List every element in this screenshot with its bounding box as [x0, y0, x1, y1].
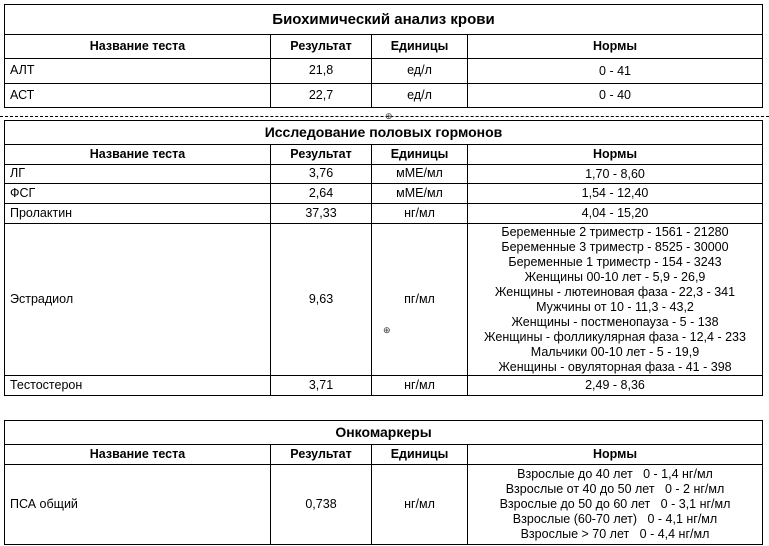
- test-norms: [468, 204, 763, 224]
- norm-line: 1,70 - 8,60: [585, 166, 645, 181]
- test-units: мМЕ/мл: [372, 184, 468, 204]
- test-units: ед/л: [372, 84, 468, 108]
- test-norms: [468, 184, 763, 204]
- test-name: ФСГ: [5, 184, 271, 204]
- table-row: [5, 376, 763, 396]
- table-row: [5, 84, 763, 108]
- column-header-norms: Нормы: [468, 35, 763, 59]
- test-result: 2,64: [271, 184, 372, 204]
- table-row: [5, 59, 763, 84]
- norm-line: Взрослые до 50 до 60 лет 0 - 3,1 нг/мл: [499, 497, 731, 511]
- test-units: ед/л: [372, 59, 468, 84]
- test-name: Тестостерон: [5, 376, 271, 396]
- test-result: 21,8: [271, 59, 372, 84]
- column-header-result: Результат: [271, 145, 372, 165]
- section-title: Онкомаркеры: [5, 421, 763, 445]
- table-row: [5, 204, 763, 224]
- crosshair-icon: ⊕: [383, 325, 391, 335]
- table-row: [5, 165, 763, 184]
- test-result: 3,76: [271, 165, 372, 184]
- norm-line: Женщины - фолликулярная фаза - 12,4 - 233: [484, 329, 746, 344]
- norm-line: Взрослые от 40 до 50 лет 0 - 2 нг/мл: [505, 482, 725, 496]
- column-header-norms: Нормы: [468, 445, 763, 465]
- column-header-units: Единицы: [372, 145, 468, 165]
- norm-line: Женщины - овуляторная фаза - 41 - 398: [498, 359, 732, 374]
- norm-line: 0 - 41: [599, 63, 631, 78]
- test-result: 0,738: [271, 465, 372, 545]
- norm-line: 1,54 - 12,40: [581, 186, 649, 200]
- column-header-units: Единицы: [372, 35, 468, 59]
- column-header-name: Название теста: [5, 145, 271, 165]
- column-header-result: Результат: [271, 35, 372, 59]
- test-units: пг/мл: [372, 224, 468, 376]
- table-row: [5, 184, 763, 204]
- norm-line: Женщины - лютеиновая фаза - 22,3 - 341: [494, 284, 736, 299]
- norm-line: 4,04 - 15,20: [581, 206, 649, 220]
- biochemistry-table: [4, 4, 763, 108]
- section-title: Исследование половых гормонов: [5, 121, 763, 145]
- norm-line: Взрослые > 70 лет 0 - 4,4 нг/мл: [520, 527, 710, 541]
- test-norms: [468, 165, 763, 184]
- test-name: АЛТ: [5, 59, 271, 84]
- test-norms: [468, 465, 763, 545]
- test-units: нг/мл: [372, 465, 468, 545]
- table-row: [5, 465, 763, 545]
- column-header-units: Единицы: [372, 445, 468, 465]
- column-header-norms: Нормы: [468, 145, 763, 165]
- test-name: ЛГ: [5, 165, 271, 184]
- test-name: Пролактин: [5, 204, 271, 224]
- test-units: мМЕ/мл: [372, 165, 468, 184]
- column-header-result: Результат: [271, 445, 372, 465]
- test-norms: [468, 224, 763, 376]
- test-norms: [468, 59, 763, 84]
- column-header-name: Название теста: [5, 35, 271, 59]
- table-row: [5, 224, 763, 376]
- norm-line: Мужчины от 10 - 11,3 - 43,2: [536, 299, 694, 314]
- norm-line: 0 - 40: [599, 88, 631, 102]
- norm-line: Мальчики 00-10 лет - 5 - 19,9: [530, 344, 700, 359]
- column-header-name: Название теста: [5, 445, 271, 465]
- norm-line: Взрослые (60-70 лет) 0 - 4,1 нг/мл: [512, 512, 718, 526]
- test-result: 37,33: [271, 204, 372, 224]
- norm-line: Беременные 2 триместр - 1561 - 21280: [501, 224, 729, 239]
- test-result: 22,7: [271, 84, 372, 108]
- norm-line: Беременные 3 триместр - 8525 - 30000: [501, 239, 729, 254]
- oncomarkers-table: [4, 420, 763, 545]
- norm-line: Беременные 1 триместр - 154 - 3243: [508, 254, 722, 269]
- test-result: 3,71: [271, 376, 372, 396]
- test-norms: [468, 84, 763, 108]
- test-name: АСТ: [5, 84, 271, 108]
- sex-hormones-table: [4, 120, 763, 396]
- norm-line: Взрослые до 40 лет 0 - 1,4 нг/мл: [517, 467, 713, 481]
- test-result: 9,63: [271, 224, 372, 376]
- norm-line: Женщины - постменопауза - 5 - 138: [511, 314, 719, 329]
- norm-line: 2,49 - 8,36: [585, 378, 645, 392]
- test-name: ПСА общий: [5, 465, 271, 545]
- test-norms: [468, 376, 763, 396]
- test-units: нг/мл: [372, 204, 468, 224]
- test-units: нг/мл: [372, 376, 468, 396]
- section-title: Биохимический анализ крови: [5, 5, 763, 35]
- norm-line: Женщины 00-10 лет - 5,9 - 26,9: [524, 269, 706, 284]
- crosshair-icon: ⊕: [385, 111, 393, 121]
- test-name: Эстрадиол: [5, 224, 271, 376]
